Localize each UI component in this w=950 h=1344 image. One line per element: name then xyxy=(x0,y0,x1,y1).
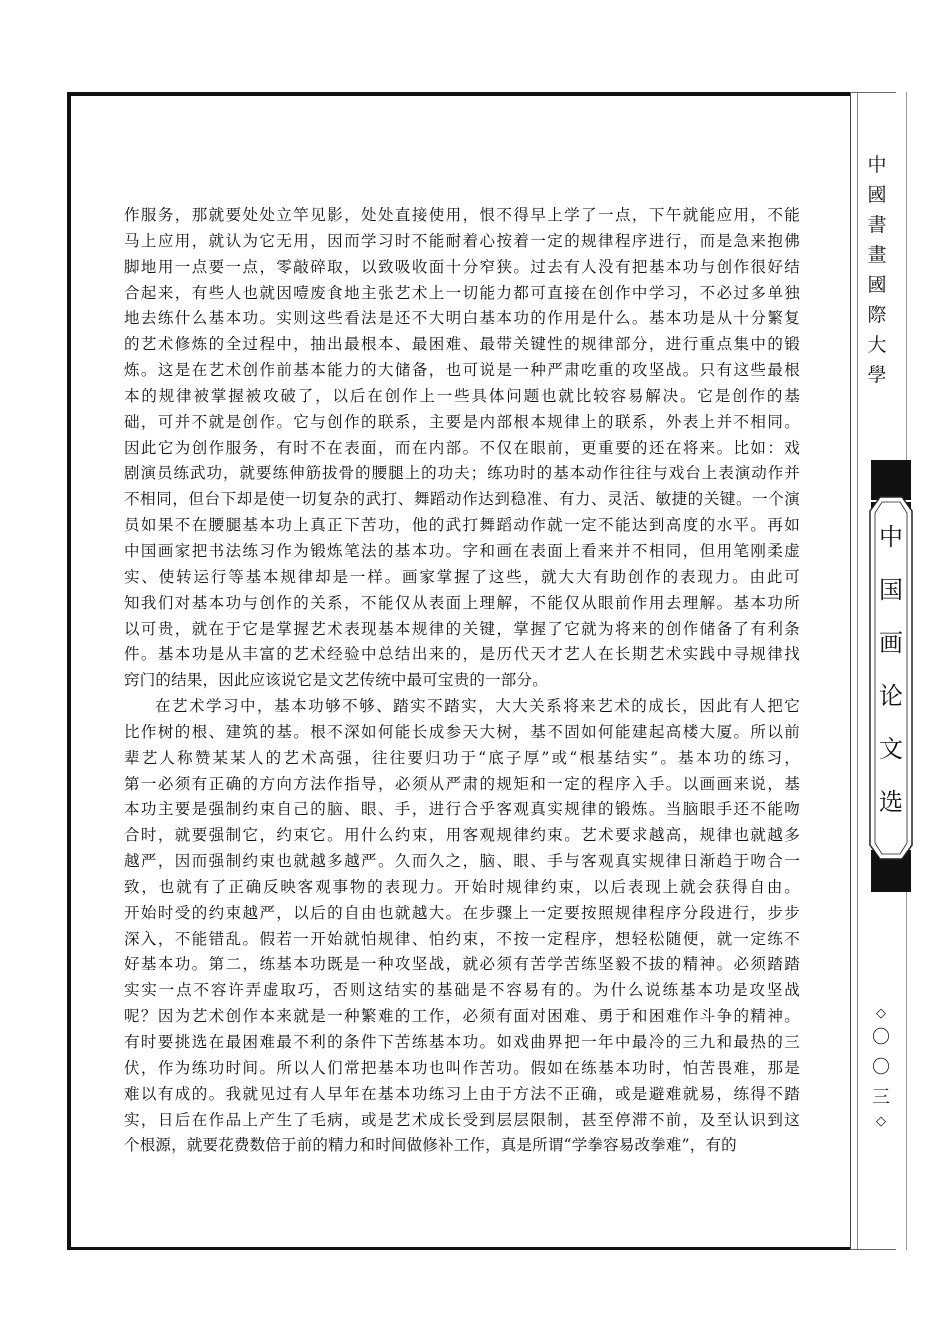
frame-divider xyxy=(850,92,851,1250)
series-title-char: 學 xyxy=(867,364,887,386)
text-line: 剧演员练武功，就要练伸筋拔骨的腰腿上的功夫；练功时的基本动作往往与戏台上表演动作并 xyxy=(124,464,800,483)
series-title-char: 大 xyxy=(867,334,887,356)
book-title xyxy=(866,511,916,829)
text-line: 础，可并不就是创作。它与创作的联系，主要是内部根本规律上的联系，外表上并不相同。 xyxy=(124,412,800,431)
series-title-char: 國 xyxy=(867,184,887,206)
book-title-char: 国 xyxy=(879,576,903,604)
frame-bottom-extension xyxy=(850,1249,896,1250)
book-title-box xyxy=(866,493,916,863)
text-line: 合起来，有些人也就因噎废食地主张艺术上一切能力都可直接在创作中学习，不必过多单独 xyxy=(124,283,800,302)
text-line: 开始时受的约束越严，以后的自由也就越大。在步骤上一定要按照规律程序分段进行，步步 xyxy=(124,903,800,922)
text-line: 伏，作为练功时间。所以人们常把基本功也叫作苦功。假如在练基本功时，怕苦畏难，那是 xyxy=(124,1058,800,1077)
body-text xyxy=(124,203,800,1159)
text-line: 呢？因为艺术创作本来就是一种繁难的工作，必须有面对困难、勇于和困难作斗争的精神。 xyxy=(124,1007,800,1026)
text-line: 马上应用，就认为它无用，因而学习时不能耐着心按着一定的规律程序进行，而是急来抱佛 xyxy=(124,231,800,250)
book-title-char: 画 xyxy=(879,629,903,657)
text-line: 的艺术修炼的全过程中，抽出最根本、最困难、最带关键性的规律部分，进行重点集中的锻 xyxy=(124,335,800,354)
series-title-char: 際 xyxy=(867,304,887,326)
frame-top-extension xyxy=(850,92,896,93)
series-title-char: 中 xyxy=(867,154,887,176)
series-title-char: 畫 xyxy=(867,244,887,266)
text-line: 中国画家把书法练习作为锻炼笔法的基本功。字和画在表面上看来并不相同，但用笔刚柔虚 xyxy=(124,541,800,560)
text-line: 不相同，但台下却是使一切复杂的武打、舞蹈动作达到稳准、有力、灵活、敏捷的关键。一个演 xyxy=(124,490,800,509)
text-line: 越严，因而强制约束也就越多越严。久而久之，脑、眼、手与客观真实规律日渐趋于吻合一 xyxy=(124,852,800,871)
text-line: 有时要挑选在最困难最不利的条件下苦练基本功。如戏曲界把一年中最冷的三九和最热的三 xyxy=(124,1033,800,1051)
page-number-digit: 〇 xyxy=(872,1027,890,1048)
text-line: 辈艺人称赞某某人的艺术高强，往往要归功于“底子厚”或“根基结实”。基本功的练习， xyxy=(124,748,800,767)
text-line: 好基本功。第二，练基本功既是一种攻坚战，就必须有苦学苦练坚毅不拔的精神。必须踏踏 xyxy=(124,955,800,974)
text-line: 实，日后在作品上产生了毛病，或是艺术成长受到层层限制，甚至停滞不前，及至认识到这 xyxy=(124,1110,800,1129)
page-number-digit: 三 xyxy=(872,1087,890,1108)
text-line: 窍门的结果，因此应该说它是文艺传统中最可宝贵的一部分。 xyxy=(124,671,548,690)
text-line: 件。基本功是从丰富的艺术经验中总结出来的，是历代天才艺人在长期艺术实践中寻规律找 xyxy=(124,645,800,664)
page-number-mark-top: ◇ xyxy=(876,1006,886,1021)
book-title-char: 论 xyxy=(879,682,903,710)
text-line: 炼。这是在艺术创作前基本能力的大储备，也可说是一种严肃吃重的攻坚战。只有这些最根 xyxy=(124,361,800,380)
series-title-char: 書 xyxy=(867,214,887,236)
text-line: 以可贵，就在于它是掌握艺术表现基本规律的关键，掌握了它就为将来的创作储备了有利条 xyxy=(124,619,800,638)
text-line: 本的规律被掌握被攻破了，以后在创作上一些具体问题也就比较容易解决。它是创作的基 xyxy=(124,386,800,405)
frame-divider-inner xyxy=(857,92,858,1250)
text-line: 因此它为创作服务，有时不在表面，而在内部。不仅在眼前，更重要的还在将来。比如：戏 xyxy=(124,438,800,457)
text-line: 地去练什么基本功。实则这些看法是还不大明白基本功的作用是什么。基本功是从十分繁复 xyxy=(124,309,800,328)
text-line: 难以有成的。我就见过有人早年在基本功练习上由于方法不正确，或是避难就易，练得不踏 xyxy=(124,1084,800,1103)
text-line: 在艺术学习中，基本功够不够、踏实不踏实，大大关系将来艺术的成长，因此有人把它 xyxy=(155,697,800,716)
text-line: 比作树的根、建筑的基。根不深如何能长成参天大树，基不固如何能建起高楼大厦。所以前 xyxy=(124,722,800,741)
book-title-char: 中 xyxy=(879,523,903,551)
text-line: 作服务，那就要处处立竿见影，处处直接使用，恨不得早上学了一点，下午就能应用，不能 xyxy=(124,206,800,224)
text-line: 第一必须有正确的方向方法作指导，必须从严肃的规矩和一定的程序入手。以画画来说，基 xyxy=(124,774,800,793)
text-line: 实实一点不容许弄虚取巧，否则这结实的基础是不容易有的。为什么说练基本功是攻坚战 xyxy=(124,981,800,1000)
text-line: 知我们对基本功与创作的关系，不能仅从表面上理解，不能仅从眼前作用去理解。基本功所 xyxy=(124,593,800,612)
paragraph xyxy=(124,694,800,1159)
book-title-char: 文 xyxy=(879,735,903,763)
page-number-mark-bottom: ◇ xyxy=(876,1114,886,1129)
series-title xyxy=(865,150,889,390)
text-line: 合时，就要强制它，约束它。用什么约束，用客观规律约束。艺术要求越高，规律也就越多 xyxy=(124,826,800,845)
book-title-char: 选 xyxy=(879,788,903,816)
text-line: 致，也就有了正确反映客观事物的表现力。开始时规律约束，以后表现上就会获得自由。 xyxy=(124,877,800,896)
series-title-char: 國 xyxy=(867,274,887,296)
text-line: 实、使转运行等基本规律却是一样。画家掌握了这些，就大大有助创作的表现力。由此可 xyxy=(124,567,800,586)
text-line: 本功主要是强制约束自己的脑、眼、手，进行合乎客观真实规律的锻炼。当脑眼手还不能吻 xyxy=(124,800,800,819)
text-line: 员如果不在腰腿基本功上真正下苦功，他的武打舞蹈动作就一定不能达到高度的水平。再如 xyxy=(124,516,800,535)
text-line: 脚地用一点要一点，零敲碎取，以致吸收面十分窄狭。过去有人没有把基本功与创作很好结 xyxy=(124,257,800,276)
page-number-digit: 〇 xyxy=(872,1057,890,1078)
page-number xyxy=(866,1005,896,1131)
text-line: 深入，不能错乱。假若一开始就怕规律、怕约束，不按一定程序，想轻松随便，就一定练不 xyxy=(124,929,800,948)
text-line: 个根源，就要花费数倍于前的精力和时间做修补工作，真是所谓“学拳容易改拳难”，有的 xyxy=(124,1136,737,1155)
paragraph xyxy=(124,203,800,694)
